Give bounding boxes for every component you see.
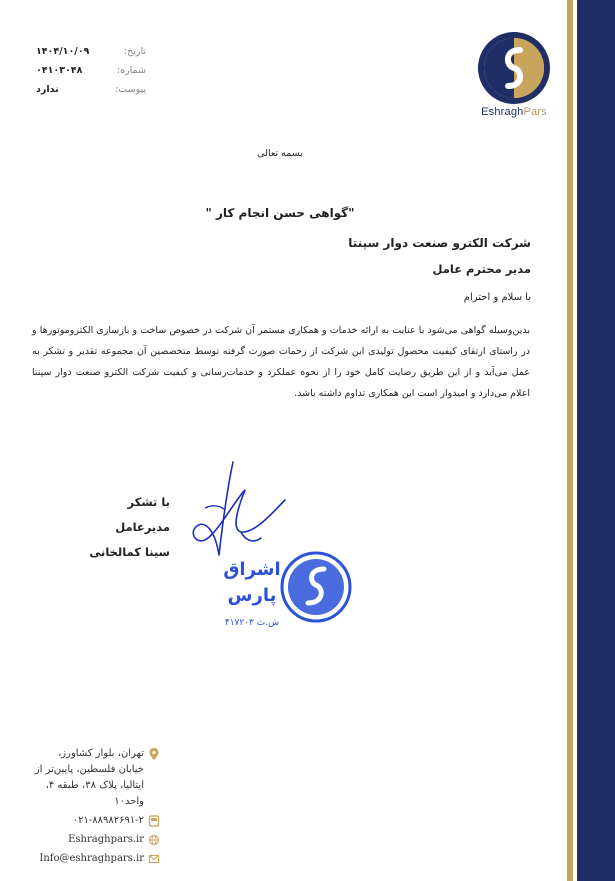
letter-meta bbox=[36, 42, 146, 99]
number-value: ۰۴۱۰۳۰۴۸ bbox=[36, 65, 83, 76]
letter-subject: " گواهی حسن انجام کار" bbox=[205, 206, 355, 220]
brand-name-part1: Eshragh bbox=[481, 106, 524, 118]
phone-icon bbox=[148, 814, 160, 828]
letter-body: بدین‌وسیله گواهی می‌شود با عنایت به ارائه خدمات و همکاری مستمر آن شرکت در خصوص ساخت و بازسازی الکتروموتورها و در راستای ارتقای کیفیت محصول تولیدی این شرکت از زحمات صورت گرفته توسط متخصصین آن مجموعه تقدیر و تشکر به عمل می‌آید و از این طریق رضایت کامل خود را از نحوه عملکرد و خدمات‌رسانی و کیفیت شرکت الکترو صنعت دوار سپنتا اعلام می‌دارد و امیدوار است این همکاری تداوم داشته باشد. bbox=[32, 325, 530, 399]
stamp-line1: اشراق bbox=[223, 559, 281, 580]
meta-date-row bbox=[36, 42, 146, 61]
bismillah: بسمه تعالی bbox=[257, 148, 303, 159]
footer-website[interactable]: Eshraghpars.ir bbox=[68, 834, 144, 845]
footer-contact bbox=[30, 746, 160, 870]
date-value: ۱۴۰۴/۱۰/۰۹ bbox=[36, 46, 90, 57]
number-label: شماره: bbox=[116, 65, 146, 76]
footer-email[interactable]: Info@eshraghpars.ir bbox=[39, 853, 144, 864]
footer-email-row bbox=[30, 851, 160, 867]
meta-number-row bbox=[36, 61, 146, 80]
footer-website-row bbox=[30, 832, 160, 848]
recipient-company: شرکت الکترو صنعت دوار سپنتا bbox=[348, 236, 531, 250]
footer-phone: ۰۲۱-۸۸۹۸۲۶۹۱-۲ bbox=[72, 815, 144, 826]
company-stamp bbox=[212, 545, 362, 633]
gold-stripe bbox=[567, 0, 573, 881]
brand-name bbox=[466, 106, 562, 118]
closing-text: با تشکر bbox=[127, 495, 170, 509]
signer-title: مدیرعامل bbox=[115, 520, 170, 534]
location-icon bbox=[148, 747, 160, 761]
globe-icon bbox=[148, 833, 160, 847]
mail-icon bbox=[148, 852, 160, 866]
date-label: تاریخ: bbox=[123, 46, 146, 57]
greeting: با سلام و احترام bbox=[463, 292, 531, 303]
footer-address-row bbox=[30, 746, 160, 810]
closing-block bbox=[89, 490, 170, 565]
attachment-value: ندارد bbox=[36, 84, 59, 95]
brand-name-part2: Pars bbox=[523, 106, 547, 118]
signer-name: سینا کمالخانی bbox=[89, 545, 170, 559]
footer-phone-row bbox=[30, 813, 160, 829]
stamp-registration: ش.ث ۴۱۷۲۰۳ bbox=[224, 618, 280, 628]
navy-stripe bbox=[577, 0, 615, 881]
footer-address: تهران، بلوار کشاورز، خیابان فلسطین، پایین‌تر از ایتالیا، پلاک ۳۸، طبقه ۴، واحد۱۰ bbox=[34, 748, 144, 807]
stamp-line2: پارس bbox=[227, 585, 277, 606]
eshraghpars-logo bbox=[476, 30, 552, 106]
meta-attachment-row bbox=[36, 80, 146, 99]
recipient-title: مدیر محترم عامل bbox=[432, 262, 531, 276]
attachment-label: پیوست: bbox=[115, 84, 146, 95]
